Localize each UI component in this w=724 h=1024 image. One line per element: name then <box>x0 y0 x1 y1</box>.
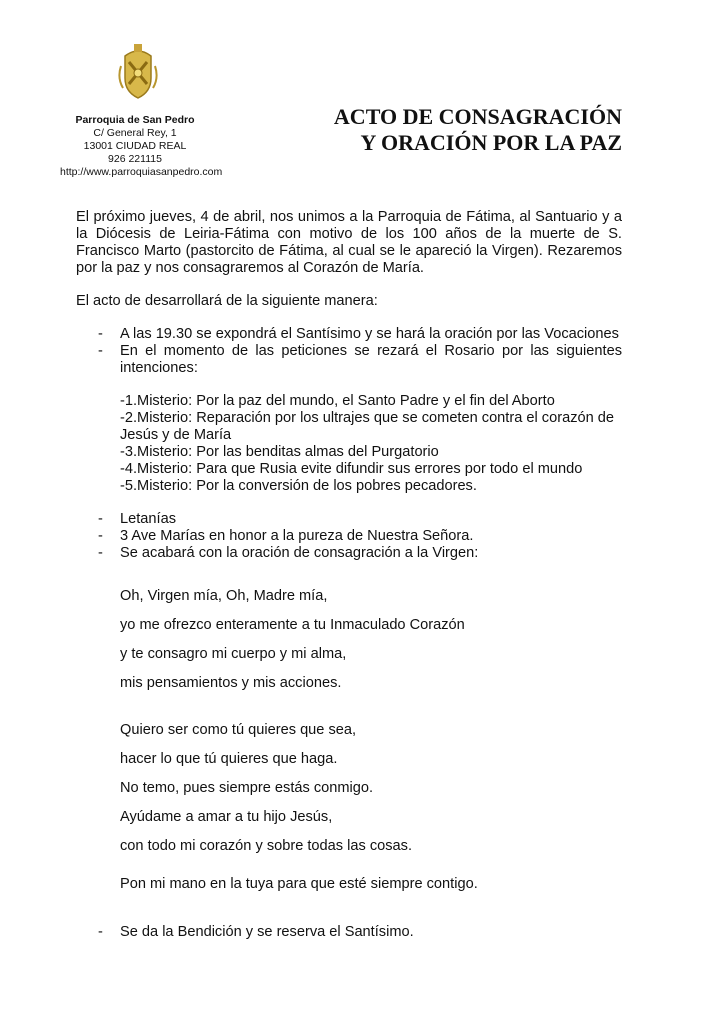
prayer-line: No temo, pues siempre estás conmigo. <box>120 780 374 796</box>
prayer-line: Ayúdame a amar a tu hijo Jesús, <box>120 809 333 825</box>
prayer-line: mis pensamientos y mis acciones. <box>120 675 342 691</box>
parish-name: Parroquia de San Pedro <box>75 114 195 126</box>
misterio-item: -4.Misterio: Para que Rusia evite difundir sus errores por todo el mundo <box>120 461 583 477</box>
parish-url[interactable]: http://www.parroquiasanpedro.com <box>60 166 223 178</box>
list-item: - En el momento de las peticiones se rezará el Rosario por las siguientes intenciones: <box>98 343 622 376</box>
prayer-line: Quiero ser como tú quieres que sea, <box>120 722 357 738</box>
parish-header <box>60 114 223 179</box>
prayer-line: Oh, Virgen mía, Oh, Madre mía, <box>120 588 328 604</box>
document-title <box>292 104 622 156</box>
misterio-item: -2.Misterio: Reparación por los ultrajes que se cometen contra el corazón de Jesús y de María <box>120 410 615 443</box>
prayer-line: Pon mi mano en la tuya para que esté siempre contigo. <box>120 876 478 892</box>
parish-crest-logo <box>117 44 159 102</box>
parish-phone: 926 221115 <box>108 153 162 165</box>
parish-city: 13001 CIUDAD REAL <box>83 140 187 152</box>
prayer-line: yo me ofrezco enteramente a tu Inmaculado Corazón <box>120 617 465 633</box>
document-body <box>76 209 622 941</box>
list-item: - 3 Ave Marías en honor a la pureza de Nuestra Señora. <box>98 528 474 544</box>
prayer-line: hacer lo que tú quieres que haga. <box>120 751 338 767</box>
intro-paragraph: El próximo jueves, 4 de abril, nos unimos a la Parroquia de Fátima, al Santuario y a la Diócesis de Leiria-Fátima con motivo de los 100 años de la muerte de S. Francisco Marto (pastorcito de Fátima, al cual se le apareció la Virgen). Rezaremos por la paz y nos consagraremos al Corazón de María. <box>76 209 622 276</box>
misterio-item: -5.Misterio: Por la conversión de los pobres pecadores. <box>120 478 477 494</box>
parish-address: C/ General Rey, 1 <box>93 127 177 139</box>
bullet-list-2 <box>76 511 622 562</box>
title-line-1: ACTO DE CONSAGRACIÓN <box>333 104 622 129</box>
list-item: - A las 19.30 se expondrá el Santísimo y se hará la oración por las Vocaciones <box>98 326 619 342</box>
list-item: - Se acabará con la oración de consagración a la Virgen: <box>98 545 479 561</box>
misterio-item: -3.Misterio: Por las benditas almas del Purgatorio <box>120 444 439 460</box>
method-heading: El acto de desarrollará de la siguiente manera: <box>76 293 378 309</box>
misterio-item: -1.Misterio: Por la paz del mundo, el Santo Padre y el fin del Aborto <box>120 393 555 409</box>
prayer-line: con todo mi corazón y sobre todas las cosas. <box>120 838 413 854</box>
final-list-item: - Se da la Bendición y se reserva el Santísimo. <box>98 924 414 940</box>
list-item: - Letanías <box>98 511 176 527</box>
misterios-list <box>76 393 622 495</box>
prayer-line: y te consagro mi cuerpo y mi alma, <box>120 646 347 662</box>
title-line-2: Y ORACIÓN POR LA PAZ <box>360 130 622 155</box>
consecration-prayer <box>76 588 622 893</box>
bullet-list-1 <box>76 326 622 377</box>
